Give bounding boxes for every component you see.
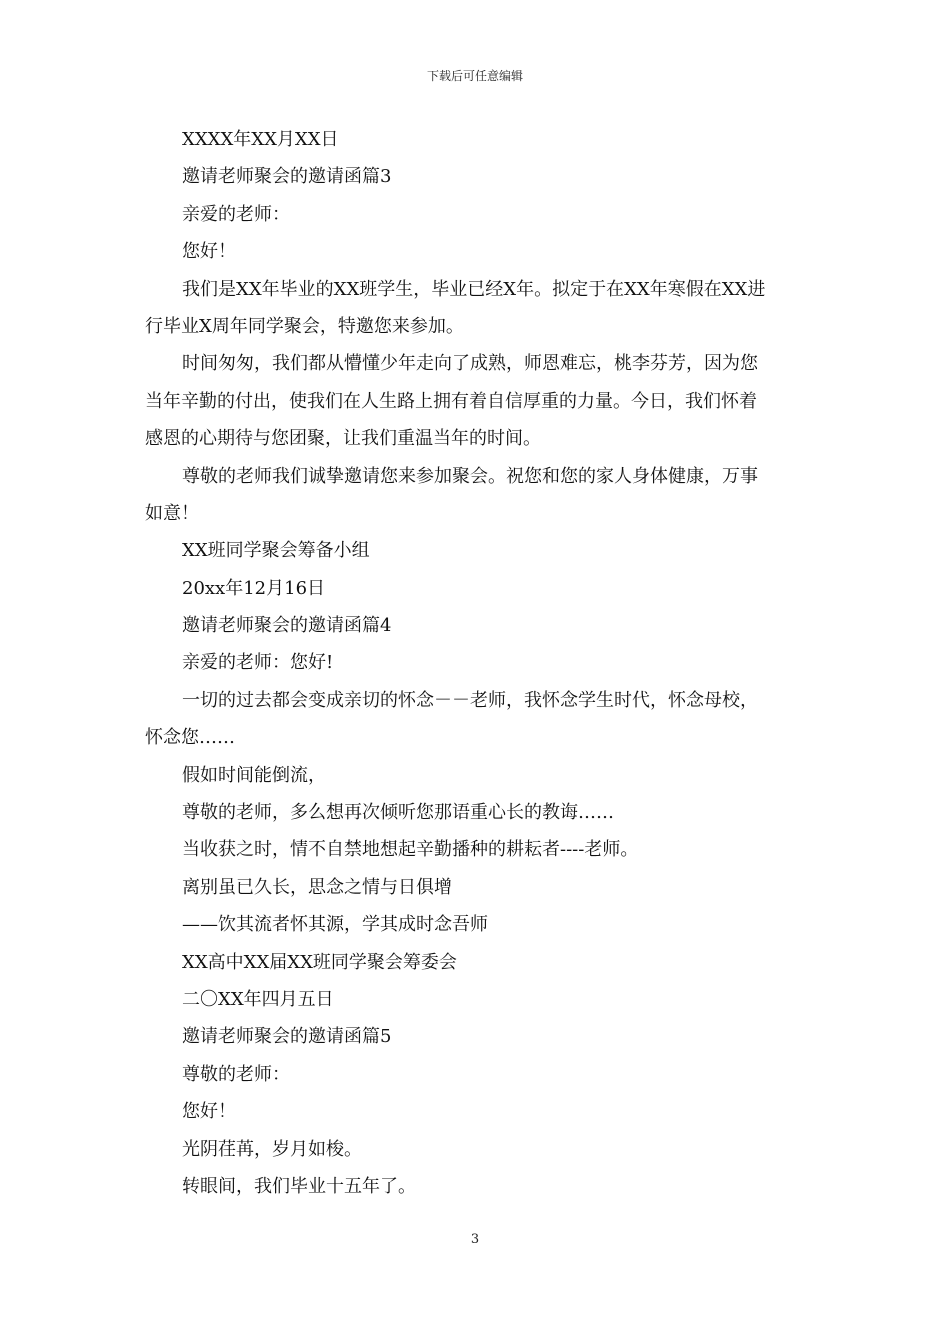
text-line: 邀请老师聚会的邀请函篇5	[182, 1026, 392, 1048]
text-line: XX班同学聚会筹备小组	[182, 540, 370, 562]
text-line: 离别虽已久长，思念之情与日俱增	[182, 876, 452, 898]
text-line: 尊敬的老师，多么想再次倾听您那语重心长的教诲……	[182, 802, 614, 824]
document-body	[145, 121, 809, 1205]
text-line: 一切的过去都会变成亲切的怀念－－老师，我怀念学生时代，怀念母校，	[182, 689, 758, 711]
text-line: 20xx年12月16日	[182, 577, 326, 599]
text-line: 怀念您……	[145, 727, 235, 749]
text-line: 尊敬的老师我们诚挚邀请您来参加聚会。祝您和您的家人身体健康，万事	[182, 465, 758, 487]
text-line: 尊敬的老师：	[182, 1063, 290, 1085]
text-line: 亲爱的老师：您好!	[182, 652, 334, 674]
text-line: 当收获之时，情不自禁地想起辛勤播种的耕耘者----老师。	[182, 839, 639, 861]
text-line: 光阴荏苒，岁月如梭。	[182, 1138, 362, 1160]
text-line: 我们是XX年毕业的XX班学生，毕业已经X年。拟定于在XX年寒假在XX进	[182, 278, 766, 300]
text-line: 行毕业X周年同学聚会，特邀您来参加。	[145, 315, 464, 337]
text-line: 您好！	[182, 1101, 236, 1123]
text-line: 假如时间能倒流，	[182, 764, 326, 786]
page-number: 3	[470, 1232, 480, 1247]
text-line: 邀请老师聚会的邀请函篇3	[182, 166, 392, 188]
text-line: 如意！	[145, 502, 199, 524]
text-line: 邀请老师聚会的邀请函篇4	[182, 615, 392, 637]
text-line: 亲爱的老师：	[182, 203, 290, 225]
text-line: 感恩的心期待与您团聚，让我们重温当年的时间。	[145, 428, 541, 450]
text-line: 时间匆匆，我们都从懵懂少年走向了成熟，师恩难忘，桃李芬芳，因为您	[182, 353, 758, 375]
text-line: 转眼间，我们毕业十五年了。	[182, 1175, 416, 1197]
text-line: XX高中XX届XX班同学聚会筹委会	[182, 951, 457, 973]
text-line: 二〇XX年四月五日	[182, 988, 334, 1010]
text-line: XXXX年XX月XX日	[182, 129, 339, 150]
text-line: 您好！	[182, 241, 236, 263]
text-line: 当年辛勤的付出，使我们在人生路上拥有着自信厚重的力量。今日，我们怀着	[145, 390, 757, 412]
text-line: ——饮其流者怀其源，学其成时念吾师	[182, 914, 488, 936]
page-header: 下载后可任意编辑	[426, 69, 523, 83]
